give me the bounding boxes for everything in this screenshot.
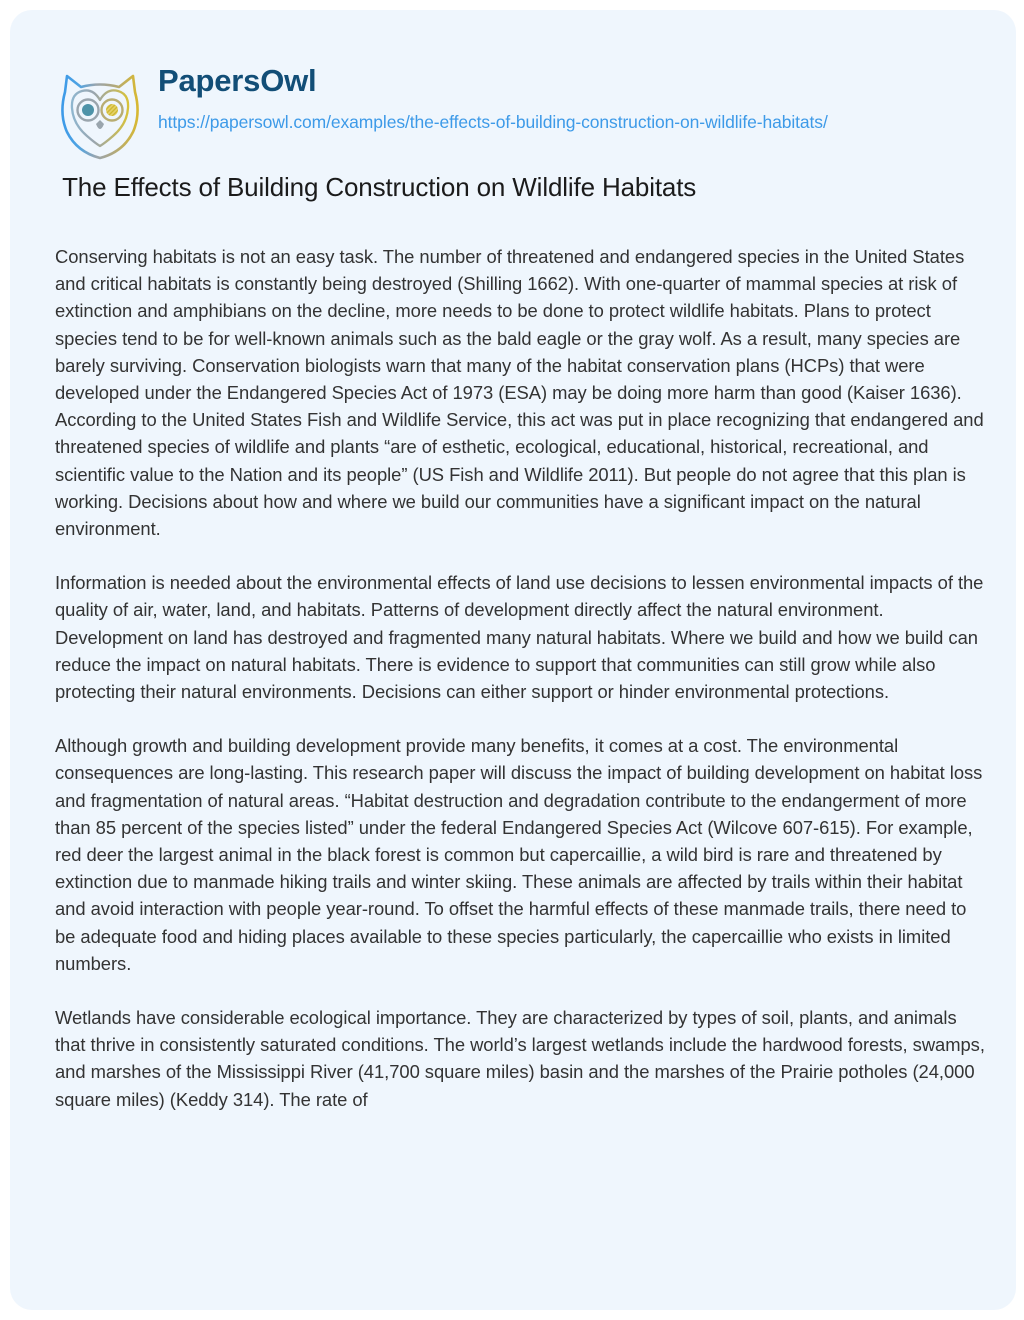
brand-header <box>10 10 1016 160</box>
paragraph: Although growth and building development provide many benefits, it comes at a cost. The environmental consequences are long-lasting. This research paper will discuss the impact of building development on habitat loss and fragmentation of natural areas. “Habitat destruction and degradation contribute to the endangerment of more than 85 percent of the species listed” under the federal Endangered Species Act (Wilcove 607-615). For example, red deer the largest animal in the black forest is common but capercaillie, a wild bird is rare and threatened by extinction due to manmade hiking trails and winter skiing. These animals are affected by trails within their habitat and avoid interaction with people year-round. To offset the harmful effects of these manmade trails, there need to be adequate food and hiding places available to these species particularly, the capercaillie who exists in limited numbers. <box>55 735 983 974</box>
papersowl-wordmark: PapersOwl <box>158 63 317 98</box>
article-body <box>55 243 987 1113</box>
article <box>55 170 987 1113</box>
page-sheet <box>10 10 1016 1310</box>
paragraph: Conserving habitats is not an easy task. The number of threatened and endangered species in the United States and critical habitats is constantly being destroyed (Shilling 1662). With one-quarter of mammal species at risk of extinction and amphibians on the decline, more needs to be done to protect wildlife habitats. Plans to protect species tend to be for well-known animals such as the bald eagle or the gray wolf. As a result, many species are barely surviving. Conservation biologists warn that many of the habitat conservation plans (HCPs) that were developed under the Endangered Species Act of 1973 (ESA) may be doing more harm than good (Kaiser 1636). According to the United States Fish and Wildlife Service, this act was put in place recognizing that endangered and threatened species of wildlife and plants “are of esthetic, ecological, educational, historical, recreational, and scientific value to the Nation and its people” (US Fish and Wildlife 2011). But people do not agree that this plan is working. Decisions about how and where we build our communities have a significant impact on the natural environment. <box>55 246 984 540</box>
page-title: The Effects of Building Construction on Wildlife Habitats <box>55 172 697 202</box>
papersowl-owl-icon <box>55 62 145 160</box>
paragraph: Information is needed about the environmental effects of land use decisions to lessen environmental impacts of the quality of air, water, land, and habitats. Patterns of development directly affect the natural environment. Development on land has destroyed and fragmented many natural habitats. Where we build and how we build can reduce the impact on natural habitats. There is evidence to support that communities can still grow while also protecting their natural environments. Decisions can either support or hinder environmental protections. <box>55 572 984 703</box>
source-url-link[interactable]: https://papersowl.com/examples/the-effects-of-building-construction-on-wildlife-habitats/ <box>158 112 828 132</box>
paragraph: Wetlands have considerable ecological importance. They are characterized by types of soil, plants, and animals that thrive in consistently saturated conditions. The world’s largest wetlands include the hardwood forests, swamps, and marshes of the Mississippi River (41,700 square miles) basin and the marshes of the Prairie potholes (24,000 square miles) (Keddy 314). The rate of <box>55 1007 985 1110</box>
brand-text-block <box>158 62 1016 135</box>
